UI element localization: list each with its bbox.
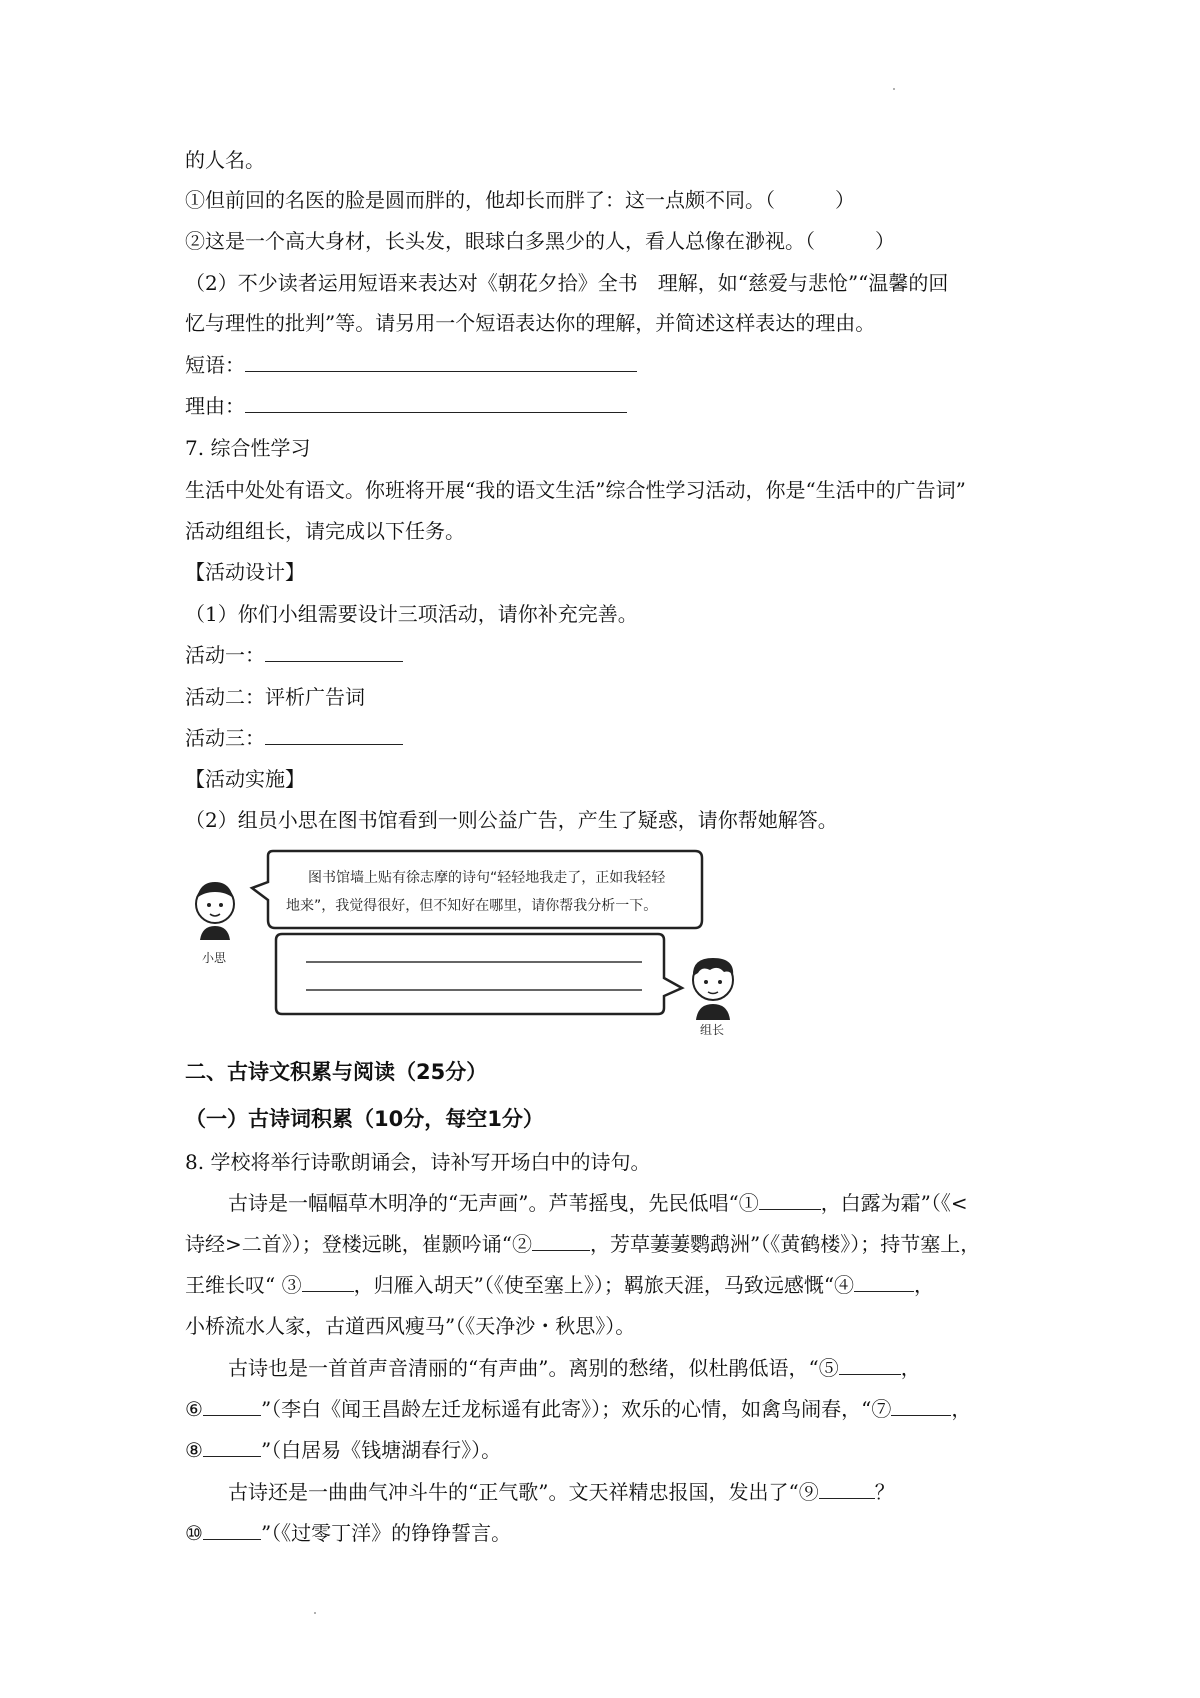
activity2: 活动二：评析广告词	[185, 685, 365, 709]
blank-marker-4: ④	[834, 1273, 855, 1297]
activity1-row	[185, 641, 403, 669]
q8-text: ，	[900, 1356, 921, 1380]
q8-text: ，	[914, 1273, 935, 1297]
q7-intro-line2: 活动组组长，请完成以下任务。	[185, 519, 465, 543]
poem-blank-4[interactable]	[854, 1273, 914, 1292]
blank-marker-10: ⑩	[185, 1521, 203, 1545]
poem-blank-2[interactable]	[532, 1232, 590, 1251]
poem-blank-8[interactable]	[203, 1438, 261, 1457]
q8-text: ，芳草萋萋鹦鹉洲”（《黄鹤楼》）；持节塞上，	[589, 1232, 981, 1256]
q6-item2: ②这是一个高大身材，长头发，眼球白多黑少的人，看人总像在渺视。（ ）	[185, 229, 895, 253]
answer-speech-bubble[interactable]	[276, 934, 682, 1014]
blank-marker-6: ⑥	[185, 1397, 203, 1421]
poem-blank-3[interactable]	[302, 1273, 354, 1292]
poem-blank-6[interactable]	[203, 1397, 261, 1416]
reason-row	[185, 392, 627, 420]
q8-text: ？	[874, 1480, 895, 1504]
phrase-row	[185, 351, 637, 379]
blank-marker-2: ②	[511, 1232, 532, 1256]
q8-text: 王维长叹“	[185, 1273, 282, 1297]
q8-p2-line1	[228, 1354, 921, 1382]
leader-figure	[693, 958, 733, 1037]
q8-p2-line3	[185, 1436, 501, 1464]
blank-marker-3: ③	[281, 1273, 302, 1297]
q8-text: ，	[951, 1397, 972, 1421]
q8-p3-line2	[185, 1519, 511, 1547]
q8-text: 古诗是一幅幅草木明净的“无声画”。芦苇摇曳，先民低唱“	[228, 1191, 739, 1215]
leader-caption: 组长	[700, 1023, 725, 1037]
xiaosi-figure	[196, 882, 234, 965]
phrase-answer-blank[interactable]	[245, 353, 637, 372]
q6-sub2-line2: 忆与理性的批判”等。请另用一个短语表达你的理解，并简述这样表达的理由。	[185, 311, 876, 335]
blank-marker-8: ⑧	[185, 1438, 203, 1462]
q8-p3-line1	[228, 1478, 895, 1506]
activity1-blank[interactable]	[265, 643, 403, 662]
q8-text: 古诗还是一曲曲气冲斗牛的“正气歌”。文天祥精忠报国，发出了“	[228, 1480, 799, 1504]
section2-subheading: （一）古诗词积累（10分，每空1分）	[185, 1107, 544, 1131]
phrase-label: 短语：	[185, 353, 245, 377]
q7-intro-line1: 生活中处处有语文。你班将开展“我的语文生活”综合性学习活动，你是“生活中的广告词”	[185, 478, 966, 502]
poem-blank-7[interactable]	[891, 1397, 951, 1416]
q8-p1-line1	[228, 1189, 968, 1217]
q7-title: 7. 综合性学习	[185, 436, 311, 460]
comic-illustration	[190, 848, 760, 1038]
activity3-row	[185, 724, 403, 752]
q8-text: ”（李白《闻王昌龄左迁龙标遥有此寄》）；欢乐的心情，如禽鸟闹春，“	[260, 1397, 872, 1421]
poem-blank-9[interactable]	[819, 1480, 875, 1499]
activity3-label: 活动三：	[185, 726, 265, 750]
reason-answer-blank[interactable]	[245, 394, 627, 413]
activity3-blank[interactable]	[265, 726, 403, 745]
bubble-line2: 地来”，我觉得很好，但不知好在哪里，请你帮我分析一下。	[286, 898, 658, 914]
bubble-line1: 图书馆墙上贴有徐志摩的诗句“轻轻地我走了，正如我轻轻	[308, 870, 666, 886]
q6-sub2-line1: （2）不少读者运用短语来表达对《朝花夕拾》全书 理解，如“慈爱与悲怆”“温馨的回	[185, 271, 949, 295]
q8-text: 古诗也是一首首声音清丽的“有声曲”。离别的愁绪，似杜鹃低语，“	[228, 1356, 819, 1380]
q8-p1-line3	[185, 1271, 934, 1299]
q8-text: ”（白居易《钱塘湖春行》）。	[260, 1438, 502, 1462]
design-heading: 【活动设计】	[185, 560, 305, 584]
blank-marker-5: ⑤	[818, 1356, 839, 1380]
q8-p1-line4: 小桥流水人家，古道西风瘦马”（《天净沙・秋思》）。	[185, 1314, 636, 1338]
scan-dot	[893, 88, 895, 90]
implement-heading: 【活动实施】	[185, 767, 305, 791]
scan-dot	[314, 1612, 316, 1614]
q6-intro: 的人名。	[185, 148, 265, 172]
q6-item1: ①但前回的名医的脸是圆而胖的，他却长而胖了：这一点颇不同。（ ）	[185, 188, 855, 212]
xiaosi-caption: 小思	[202, 951, 227, 965]
blank-marker-9: ⑨	[798, 1480, 819, 1504]
q8-text: ，白露为霜”（《<	[820, 1191, 968, 1215]
top-speech-bubble	[252, 851, 702, 928]
section2-heading: 二、古诗文积累与阅读（25分）	[185, 1060, 488, 1084]
reason-label: 理由：	[185, 394, 245, 418]
blank-marker-1: ①	[738, 1191, 759, 1215]
blank-marker-7: ⑦	[871, 1397, 892, 1421]
q8-p1-line2	[185, 1230, 980, 1258]
q8-intro: 8. 学校将举行诗歌朗诵会，诗补写开场白中的诗句。	[185, 1150, 651, 1174]
poem-blank-10[interactable]	[203, 1521, 261, 1540]
activity1-label: 活动一：	[185, 643, 265, 667]
q7-sub2: （2）组员小思在图书馆看到一则公益广告，产生了疑惑，请你帮她解答。	[185, 808, 838, 832]
q8-text: ”（《过零丁洋》的铮铮誓言。	[260, 1521, 512, 1545]
q8-p2-line2	[185, 1395, 971, 1423]
q8-text: ，归雁入胡天”（《使至塞上》）；羁旅天涯，马致远感慨“	[353, 1273, 835, 1297]
poem-blank-5[interactable]	[839, 1356, 901, 1375]
poem-blank-1[interactable]	[759, 1191, 821, 1210]
q8-text: 诗经>二首》）；登楼远眺，崔颢吟诵“	[185, 1232, 512, 1256]
q7-sub1: （1）你们小组需要设计三项活动，请你补充完善。	[185, 602, 638, 626]
